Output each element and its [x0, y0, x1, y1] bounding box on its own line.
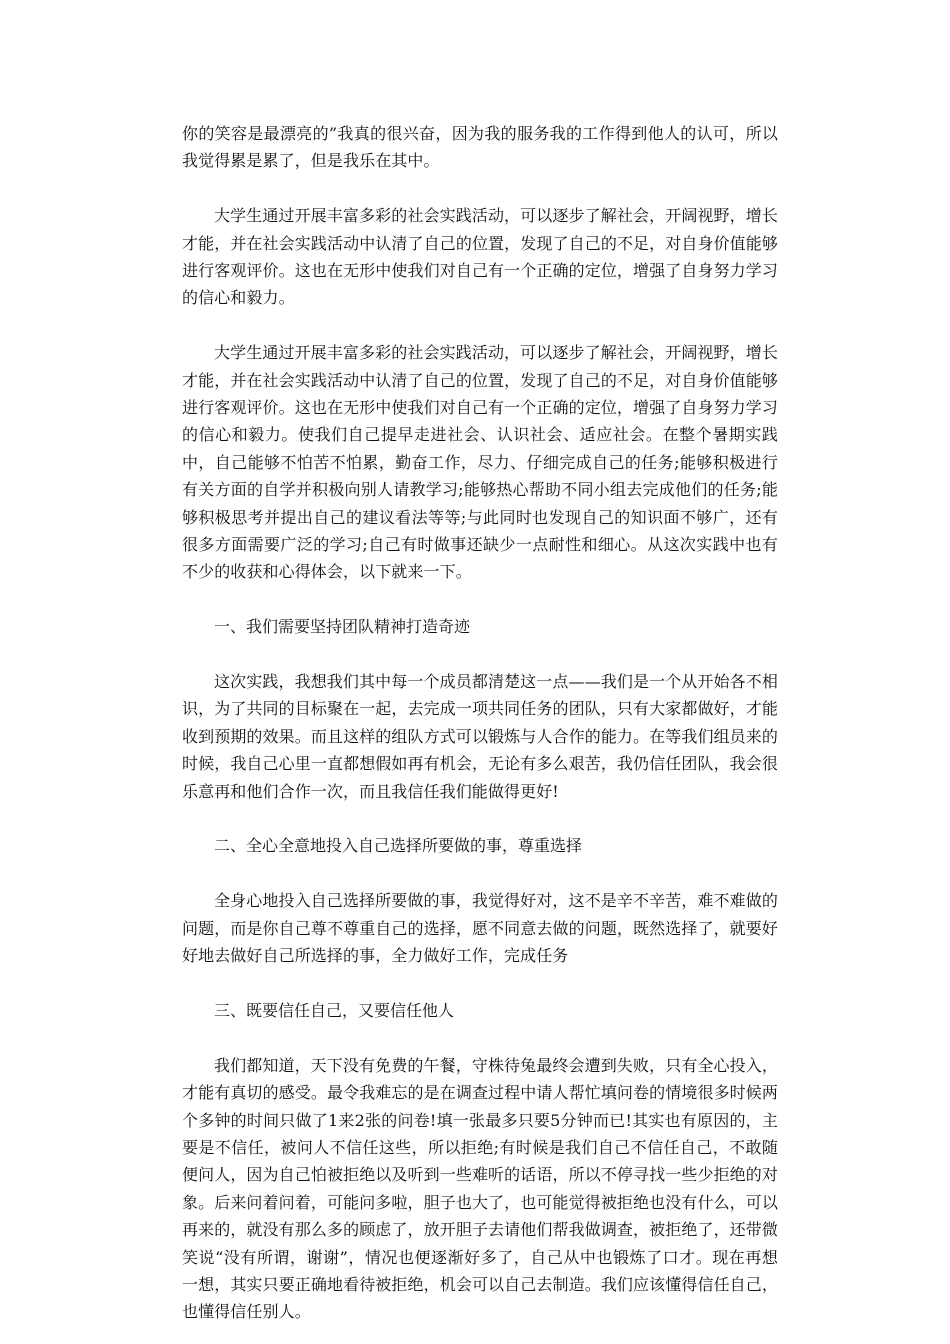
- paragraph-gap: [182, 586, 778, 613]
- paragraph-dedication: 全身心地投入自己选择所要做的事，我觉得好对，这不是辛不辛苦，难不难做的问题，而是你自己尊不尊重自己的选择，愿不同意去做的问题，既然选择了，就要好好地去做好自己所选择的事，全力做好工作，完成任务: [182, 891, 778, 966]
- section-heading-teamwork: 一、我们需要坚持团队精神打造奇迹: [214, 617, 471, 637]
- paragraph-social-practice-intro: 大学生通过开展丰富多彩的社会实践活动，可以逐步了解社会，开阔视野，增长才能，并在社会实践活动中认清了自己的位置，发现了自己的不足，对自身价值能够进行客观评价。这也在无形中使我们对自己有一个正确的定位，增强了自身努力学习的信心和毅力。: [182, 206, 778, 308]
- paragraph-gap: [182, 805, 778, 832]
- paragraph-continuation: 你的笑容是最漂亮的”我真的很兴奋，因为我的服务我的工作得到他人的认可，所以我觉得累是累了，但是我乐在其中。: [182, 124, 778, 171]
- paragraph-social-practice-detail: 大学生通过开展丰富多彩的社会实践活动，可以逐步了解社会，开阔视野，增长才能，并在社会实践活动中认清了自己的位置，发现了自己的不足，对自身价值能够进行客观评价。这也在无形中使我们对自己有一个正确的定位，增强了自身努力学习的信心和毅力。使我们自己提早走进社会、认识社会、适应社会。在整个暑期实践中，自己能够不怕苦不怕累，勤奋工作，尽力、仔细完成自己的任务;能够积极进行有关方面的自学并积极向别人请教学习;能够热心帮助不同小组去完成他们的任务;能够积极思考并提出自己的建议看法等等;与此同时也发现自己的知识面不够广，还有很多方面需要广泛的学习;自己有时做事还缺少一点耐性和细心。从这次实践中也有不少的收获和心得体会，以下就来一下。: [182, 343, 778, 582]
- paragraph-teamwork: 这次实践，我想我们其中每一个成员都清楚这一点——我们是一个从开始各不相识，为了共同的目标聚在一起，去完成一项共同任务的团队，只有大家都做好，才能收到预期的效果。而且这样的组队方式可以锻炼与人合作的能力。在等我们组员来的时候，我自己心里一直都想假如再有机会，无论有多么艰苦，我仍信任团队，我会很乐意再和他们合作一次，而且我信任我们能做得更好!: [182, 672, 778, 801]
- section-heading-trust: 三、既要信任自己，又要信任他人: [214, 1000, 455, 1020]
- paragraph-gap: [182, 175, 778, 202]
- paragraph-gap: [182, 1024, 778, 1051]
- paragraph-gap: [182, 641, 778, 668]
- paragraph-trust: 我们都知道，天下没有免费的午餐，守株待兔最终会遭到失败，只有全心投入，才能有真切的感受。最令我难忘的是在调查过程中请人帮忙填问卷的情境很多时候两个多钟的时间只做了1来2张的问卷!填一张最多只要5分钟而已!其实也有原因的，主要是不信任，被问人不信任这些，所以拒绝;有时候是我们自己不信任自己，不敢随便问人，因为自己怕被拒绝以及听到一些难听的话语，所以不停寻找一些少拒绝的对象。后来问着问着，可能问多啦，胆子也大了，也可能觉得被拒绝也没有什么，可以再来的，就没有那么多的顾虑了，放开胆子去请他们帮我做调查，被拒绝了，还带微笑说“没有所谓，谢谢”，情况也便逐渐好多了，自己从中也锻炼了口才。现在再想一想，其实只要正确地看待被拒绝，机会可以自己去制造。我们应该懂得信任自己，也懂得信任别人。: [182, 1055, 778, 1322]
- document-page: [182, 120, 778, 1326]
- paragraph-gap: [182, 860, 778, 887]
- paragraph-gap: [182, 312, 778, 339]
- paragraph-gap: [182, 970, 778, 997]
- section-heading-dedication: 二、全心全意地投入自己选择所要做的事，尊重选择: [214, 836, 583, 856]
